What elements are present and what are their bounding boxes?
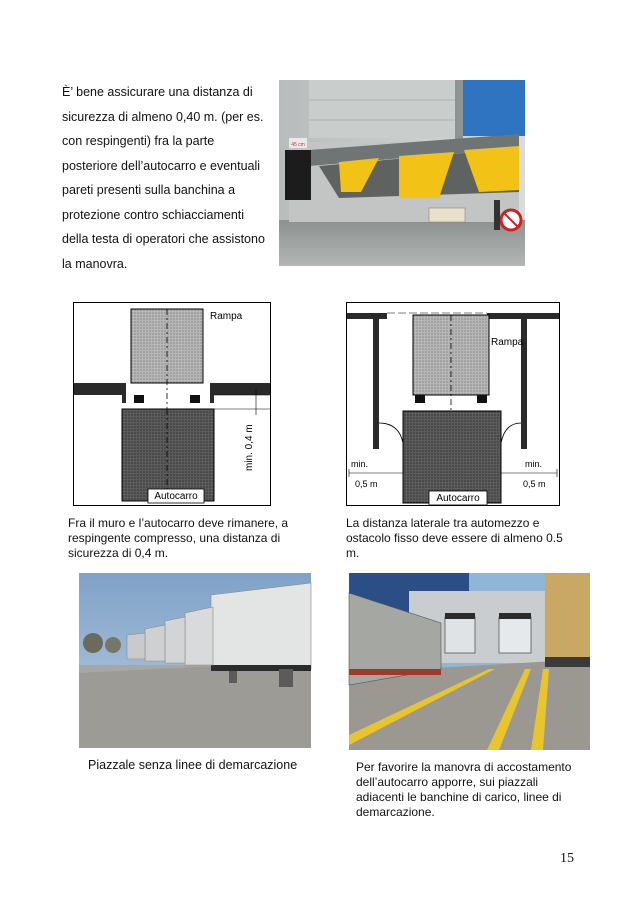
right-ramp-label: Rampa — [491, 337, 524, 348]
right-right-dist-label: 0,5 m — [523, 479, 546, 489]
intro-paragraph: È’ bene assicurare una distanza di sicurezza di almeno 0,40 m. (per es. con respingenti) fra la parte posteriore dell’autocarro e eventuali pareti presenti sulla banchina a protezione contro schiacciamenti della testa di operatori che assistono la manovra. — [62, 85, 265, 271]
yard-with-markings-photo — [349, 573, 590, 750]
left-distance-label: min. 0,4 m — [244, 424, 255, 471]
diagram-rear-distance — [73, 302, 271, 506]
left-truck-label: Autocarro — [154, 491, 198, 502]
right-right-min-label: min. — [525, 459, 543, 469]
dock-bumper-photo — [279, 80, 525, 266]
right-left-dist-label: 0,5 m — [355, 479, 378, 489]
diagram-side-distance — [346, 302, 560, 506]
page-number: 15 — [560, 851, 574, 866]
yard-left-caption: Piazzale senza linee di demarcazione — [88, 758, 298, 772]
right-truck-label: Autocarro — [436, 493, 480, 504]
dock-photo-badge: 45 cm — [291, 142, 305, 148]
yard-no-markings-photo — [79, 573, 311, 748]
diagram-right-caption: La distanza laterale tra automezzo e ostacolo fisso deve essere di almeno 0.5 m. — [346, 516, 563, 560]
yard-right-caption: Per favorire la manovra di accostamento dell’autocarro apporre, sui piazzali adiacenti le banchine di carico, linee di demarcazione. — [356, 760, 572, 819]
diagram-left-caption: Fra il muro e l’autocarro deve rimanere, a respingente compresso, una distanza di sicurezza di 0,4 m. — [68, 516, 289, 560]
left-ramp-label: Rampa — [210, 311, 243, 322]
right-left-min-label: min. — [351, 459, 369, 469]
